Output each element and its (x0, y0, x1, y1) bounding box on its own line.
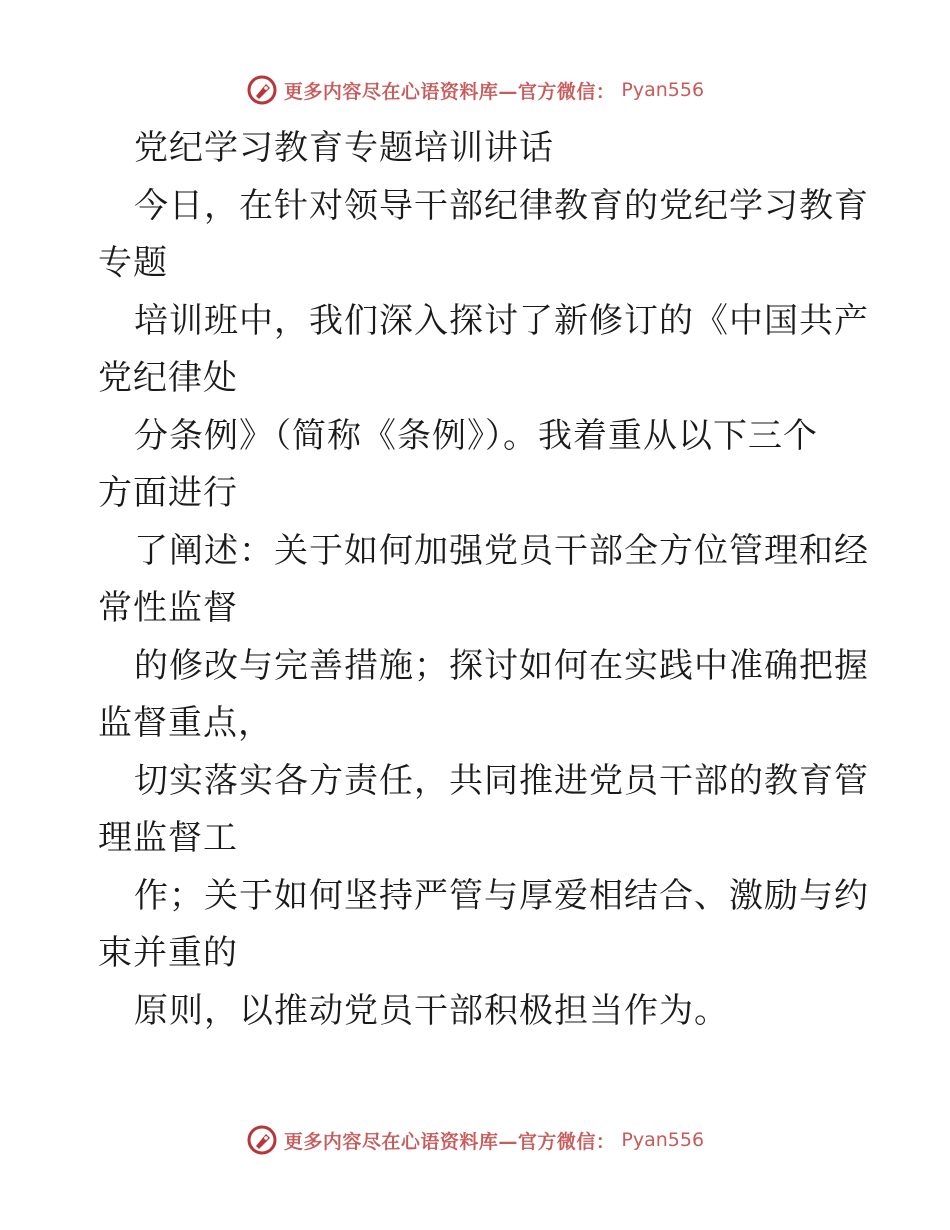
footer-brand-text: 更多内容尽在心语资料库—官方微信： (283, 1130, 616, 1153)
paragraph-line: 原则，以推动党员干部积极担当作为。 (134, 990, 729, 1031)
paragraph-line: 专题 (98, 243, 168, 283)
paragraph-line: 切实落实各方责任，共同推进党员干部的教育管 (134, 760, 869, 801)
paragraph-line: 作；关于如何坚持严管与厚爱相结合、激励与约 (134, 875, 869, 916)
pen-nib-logo-icon (246, 1124, 278, 1156)
document-body (98, 120, 869, 1040)
pen-nib-logo-icon (246, 74, 278, 106)
paragraph-line: 理监督工 (98, 818, 238, 858)
paragraph-line: 常性监督 (98, 588, 238, 628)
paragraph-line: 束并重的 (98, 933, 238, 973)
paragraph-line: 的修改与完善措施；探讨如何在实践中准确把握 (134, 645, 869, 686)
header-brand-text: 更多内容尽在心语资料库—官方微信： (283, 80, 616, 103)
paragraph-line: 方面进行 (98, 473, 238, 513)
paragraph-line: 了阐述：关于如何加强党员干部全方位管理和经 (134, 530, 869, 571)
paragraph-line: 监督重点， (98, 703, 273, 743)
footer-banner (0, 1120, 950, 1160)
header-banner (0, 70, 950, 110)
paragraph-line: 培训班中，我们深入探讨了新修订的《中国共产 (134, 300, 869, 341)
paragraph-line: 分条例》（简称《条例》）。我着重从以下三个 (134, 415, 818, 456)
document-title: 党纪学习教育专题培训讲话 (134, 128, 554, 168)
header-wechat-handle: Pyan556 (621, 79, 705, 101)
paragraph-line: 今日，在针对领导干部纪律教育的党纪学习教育 (134, 185, 869, 226)
paragraph-line: 党纪律处 (98, 358, 238, 398)
footer-wechat-handle: Pyan556 (621, 1129, 705, 1151)
